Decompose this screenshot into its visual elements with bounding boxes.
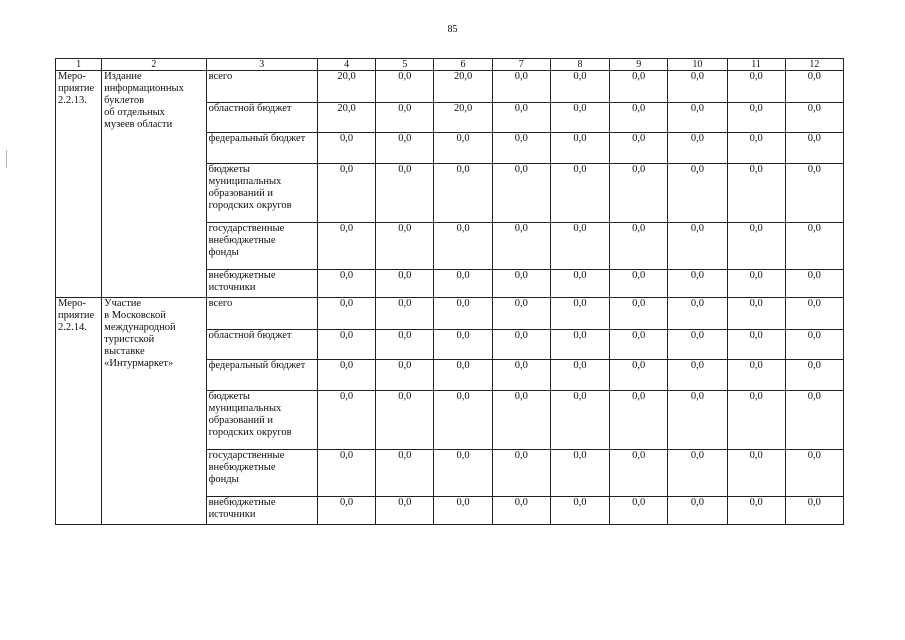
amount-cell: 0,0	[668, 270, 727, 298]
column-number: 5	[376, 59, 434, 71]
amount-cell: 0,0	[376, 298, 434, 330]
table-row	[56, 298, 844, 330]
column-number: 7	[492, 59, 550, 71]
amount-cell: 0,0	[376, 270, 434, 298]
amount-cell: 0,0	[317, 360, 375, 391]
amount-cell: 0,0	[550, 133, 609, 164]
amount-cell: 0,0	[550, 298, 609, 330]
amount-cell: 0,0	[434, 450, 492, 497]
amount-cell: 0,0	[434, 223, 492, 270]
amount-cell: 0,0	[785, 450, 843, 497]
amount-cell: 0,0	[785, 103, 843, 133]
funding-source-cell: федеральный бюджет	[206, 133, 317, 164]
amount-cell: 0,0	[492, 103, 550, 133]
amount-cell: 0,0	[727, 223, 785, 270]
funding-source-cell: внебюджетные источники	[206, 497, 317, 525]
activity-name-cell: Участие в Московской международной туристской выставке «Интурмаркет»	[102, 298, 206, 525]
amount-cell: 0,0	[550, 497, 609, 525]
amount-cell: 0,0	[317, 497, 375, 525]
amount-cell: 0,0	[376, 133, 434, 164]
amount-cell: 20,0	[317, 71, 375, 103]
amount-cell: 0,0	[492, 270, 550, 298]
amount-cell: 0,0	[376, 450, 434, 497]
amount-cell: 0,0	[668, 450, 727, 497]
amount-cell: 0,0	[785, 497, 843, 525]
amount-cell: 0,0	[376, 223, 434, 270]
amount-cell: 0,0	[434, 330, 492, 360]
amount-cell: 0,0	[434, 391, 492, 450]
amount-cell: 0,0	[610, 360, 668, 391]
amount-cell: 0,0	[376, 391, 434, 450]
page-number: 85	[447, 24, 458, 35]
amount-cell: 0,0	[668, 330, 727, 360]
amount-cell: 0,0	[550, 391, 609, 450]
amount-cell: 0,0	[727, 360, 785, 391]
funding-source-cell: федеральный бюджет	[206, 360, 317, 391]
amount-cell: 0,0	[492, 164, 550, 223]
amount-cell: 0,0	[668, 298, 727, 330]
funding-source-cell: государственные внебюджетные фонды	[206, 450, 317, 497]
amount-cell: 0,0	[668, 223, 727, 270]
amount-cell: 0,0	[668, 164, 727, 223]
funding-source-cell: внебюджетные источники	[206, 270, 317, 298]
activity-code-cell: Меро- приятие 2.2.13.	[56, 71, 102, 298]
column-number: 11	[727, 59, 785, 71]
amount-cell: 0,0	[376, 360, 434, 391]
amount-cell: 0,0	[727, 450, 785, 497]
funding-source-cell: областной бюджет	[206, 330, 317, 360]
amount-cell: 0,0	[317, 330, 375, 360]
table-row	[56, 71, 844, 103]
amount-cell: 0,0	[668, 497, 727, 525]
amount-cell: 0,0	[610, 223, 668, 270]
amount-cell: 0,0	[668, 133, 727, 164]
amount-cell: 0,0	[550, 270, 609, 298]
amount-cell: 0,0	[434, 360, 492, 391]
amount-cell: 0,0	[492, 71, 550, 103]
amount-cell: 0,0	[785, 391, 843, 450]
amount-cell: 0,0	[492, 330, 550, 360]
amount-cell: 0,0	[785, 164, 843, 223]
column-number: 2	[102, 59, 206, 71]
amount-cell: 0,0	[610, 391, 668, 450]
amount-cell: 20,0	[434, 103, 492, 133]
amount-cell: 0,0	[610, 103, 668, 133]
amount-cell: 0,0	[550, 450, 609, 497]
amount-cell: 0,0	[727, 133, 785, 164]
amount-cell: 0,0	[785, 71, 843, 103]
amount-cell: 0,0	[610, 133, 668, 164]
amount-cell: 0,0	[434, 270, 492, 298]
amount-cell: 0,0	[434, 164, 492, 223]
column-number: 12	[785, 59, 843, 71]
amount-cell: 0,0	[434, 497, 492, 525]
amount-cell: 0,0	[610, 450, 668, 497]
amount-cell: 0,0	[785, 360, 843, 391]
amount-cell: 20,0	[317, 103, 375, 133]
column-number: 8	[550, 59, 609, 71]
column-number: 9	[610, 59, 668, 71]
funding-source-cell: областной бюджет	[206, 103, 317, 133]
amount-cell: 0,0	[317, 223, 375, 270]
column-number: 6	[434, 59, 492, 71]
amount-cell: 0,0	[434, 298, 492, 330]
amount-cell: 0,0	[376, 103, 434, 133]
amount-cell: 0,0	[492, 223, 550, 270]
funding-source-cell: бюджеты муниципальных образований и городских округов	[206, 164, 317, 223]
amount-cell: 0,0	[610, 298, 668, 330]
amount-cell: 0,0	[376, 330, 434, 360]
budget-table	[55, 58, 844, 525]
amount-cell: 0,0	[668, 103, 727, 133]
amount-cell: 0,0	[610, 330, 668, 360]
funding-source-cell: бюджеты муниципальных образований и городских округов	[206, 391, 317, 450]
amount-cell: 0,0	[550, 330, 609, 360]
column-number: 10	[668, 59, 727, 71]
amount-cell: 0,0	[317, 133, 375, 164]
amount-cell: 0,0	[492, 298, 550, 330]
amount-cell: 0,0	[550, 103, 609, 133]
amount-cell: 0,0	[727, 497, 785, 525]
amount-cell: 0,0	[376, 497, 434, 525]
amount-cell: 0,0	[317, 164, 375, 223]
amount-cell: 0,0	[550, 223, 609, 270]
amount-cell: 0,0	[550, 164, 609, 223]
amount-cell: 0,0	[550, 360, 609, 391]
amount-cell: 0,0	[492, 497, 550, 525]
amount-cell: 0,0	[376, 164, 434, 223]
amount-cell: 0,0	[317, 391, 375, 450]
amount-cell: 0,0	[668, 71, 727, 103]
amount-cell: 0,0	[492, 391, 550, 450]
activity-code-cell: Меро- приятие 2.2.14.	[56, 298, 102, 525]
amount-cell: 0,0	[727, 270, 785, 298]
amount-cell: 0,0	[785, 270, 843, 298]
amount-cell: 0,0	[610, 71, 668, 103]
amount-cell: 0,0	[727, 103, 785, 133]
amount-cell: 0,0	[727, 71, 785, 103]
amount-cell: 0,0	[434, 133, 492, 164]
amount-cell: 0,0	[727, 164, 785, 223]
column-number: 4	[317, 59, 375, 71]
activity-name-cell: Издание информационных буклетов об отдельных музеев области	[102, 71, 206, 298]
column-number: 3	[206, 59, 317, 71]
amount-cell: 0,0	[785, 298, 843, 330]
amount-cell: 0,0	[610, 270, 668, 298]
amount-cell: 0,0	[727, 330, 785, 360]
column-number-row	[56, 59, 844, 71]
amount-cell: 0,0	[785, 330, 843, 360]
amount-cell: 0,0	[785, 223, 843, 270]
amount-cell: 0,0	[785, 133, 843, 164]
amount-cell: 0,0	[317, 450, 375, 497]
amount-cell: 0,0	[317, 270, 375, 298]
table-body	[56, 59, 844, 525]
amount-cell: 0,0	[668, 360, 727, 391]
amount-cell: 0,0	[727, 391, 785, 450]
margin-mark	[6, 150, 7, 168]
amount-cell: 0,0	[610, 164, 668, 223]
funding-source-cell: всего	[206, 298, 317, 330]
column-number: 1	[56, 59, 102, 71]
amount-cell: 0,0	[317, 298, 375, 330]
amount-cell: 0,0	[492, 360, 550, 391]
amount-cell: 0,0	[668, 391, 727, 450]
amount-cell: 0,0	[376, 71, 434, 103]
amount-cell: 0,0	[492, 133, 550, 164]
amount-cell: 0,0	[610, 497, 668, 525]
amount-cell: 0,0	[550, 71, 609, 103]
amount-cell: 0,0	[727, 298, 785, 330]
amount-cell: 20,0	[434, 71, 492, 103]
funding-source-cell: всего	[206, 71, 317, 103]
funding-source-cell: государственные внебюджетные фонды	[206, 223, 317, 270]
amount-cell: 0,0	[492, 450, 550, 497]
